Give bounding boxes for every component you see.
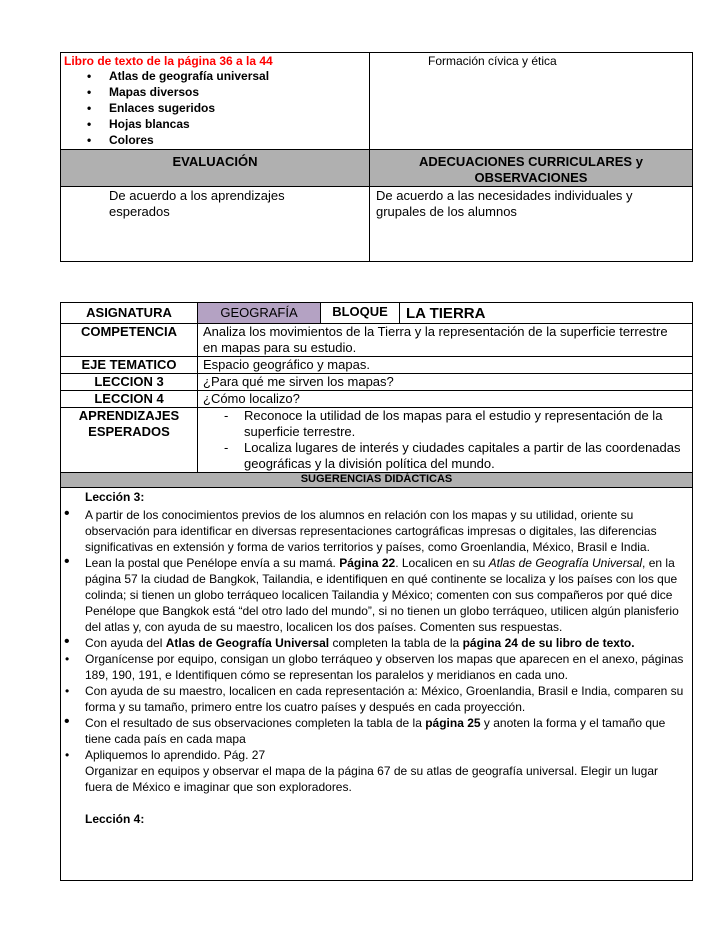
item-emphasis: página 25 xyxy=(425,716,481,730)
list-item: - Reconoce la utilidad de los mapas para el estudio y representación de la superficie terrestre. xyxy=(224,408,682,440)
item-continuation: Organizar en equipos y observar el mapa de la página 67 de su atlas de geografía universal. Elegir un lugar fuera de México e imaginar que son exploradores. xyxy=(85,764,659,794)
bloque-label: BLOQUE xyxy=(321,303,400,323)
item-text: y anoten la forma y el tamaño que tiene cada país en cada mapa xyxy=(85,716,666,746)
list-item xyxy=(61,635,684,651)
list-item: - Localiza lugares de interés y ciudades capitales a partir de las coordenadas geográficas y la división política del mundo. xyxy=(224,440,682,472)
leccion3-value: ¿Para qué me sirven los mapas? xyxy=(198,374,693,391)
leccion3-label: LECCION 3 xyxy=(61,374,198,391)
list-item xyxy=(61,715,684,747)
list-item: • Colores xyxy=(87,132,369,148)
list-item xyxy=(61,555,684,635)
list-item xyxy=(61,683,684,715)
competencia-value: Analiza los movimientos de la Tierra y la representación de la superficie terrestre en mapas para su estudio. xyxy=(198,324,693,357)
materials-evaluation-table xyxy=(60,52,693,262)
item-emphasis: página 24 de su libro de texto. xyxy=(462,636,635,650)
list-item: • Enlaces sugeridos xyxy=(87,100,369,116)
materials-title: Libro de texto de la página 36 a la 44 xyxy=(64,54,273,68)
item-italic: Atlas de Geografía Universal xyxy=(488,556,643,570)
aprendizajes-label-line1: APRENDIZAJES xyxy=(78,408,180,423)
materials-list xyxy=(61,68,369,149)
item-text: completen la tabla de la xyxy=(329,636,463,650)
list-item xyxy=(61,507,684,555)
evaluation-cell xyxy=(61,187,370,262)
list-item: • Atlas de geografía universal xyxy=(87,68,369,84)
asignatura-label: ASIGNATURA xyxy=(61,303,198,324)
competencia-label: COMPETENCIA xyxy=(61,324,198,357)
leccion3-title: Lección 3: xyxy=(85,490,145,504)
asignatura-row xyxy=(198,303,693,324)
item-text: , en la página 57 la ciudad de Bangkok, Tailandia, e identifiquen en qué continente se localiza y los países con los que colinda; si tienen un globo terráqueo localicen Tailandia y México; comenten con sus compañeros por qué dice Penélope que Bangkok está “del otro lado del mundo”, si no tienen un globo terráqueo, utilicen algún planisferio del atlas y, con ayuda de su maestro, localicen los dos países. Comenten sus respuestas. xyxy=(85,556,679,634)
item-text: . Localicen en su xyxy=(395,556,489,570)
asignatura-inner xyxy=(198,303,692,323)
asignatura-value: GEOGRAFÍA xyxy=(198,303,321,323)
adecuaciones-header xyxy=(370,150,693,187)
evaluation-header xyxy=(61,150,370,187)
evaluation-header-label: EVALUACIÓN xyxy=(172,154,258,169)
item-text: Con ayuda del xyxy=(85,636,166,650)
materials-cell xyxy=(61,53,370,150)
leccion4-title: Lección 4: xyxy=(85,812,145,826)
item-text: Lean la postal que Penélope envía a su mamá. xyxy=(85,556,340,570)
aprendizajes-label-line2: ESPERADOS xyxy=(88,424,170,439)
evaluation-text: De acuerdo a los aprendizajes esperados xyxy=(109,188,285,219)
list-item: • Mapas diversos xyxy=(87,84,369,100)
sugerencias-cell xyxy=(61,488,693,881)
item-text: Organícense por equipo, consigan un globo terráqueo y observen los mapas que aparecen en el anexo, páginas 189, 190, 191, e Identifiquen cómo se representan los paralelos y meridianos en cada uno. xyxy=(85,652,684,682)
aprendizajes-list xyxy=(198,408,682,472)
item-text: Apliquemos lo aprendido. Pág. 27 xyxy=(85,748,266,762)
eje-label: EJE TEMATICO xyxy=(61,357,198,374)
leccion4-value: ¿Cómo localizo? xyxy=(198,391,693,408)
adecuaciones-header-line1: ADECUACIONES CURRICULARES y xyxy=(419,154,643,169)
adecuaciones-cell xyxy=(370,187,693,262)
subject-text: Formación cívica y ética xyxy=(428,54,557,68)
item-text: Con el resultado de sus observaciones completen la tabla de la xyxy=(85,716,426,730)
list-item xyxy=(61,747,684,763)
subject-cell xyxy=(370,53,693,150)
aprendizajes-label xyxy=(61,408,198,473)
list-item: • Hojas blancas xyxy=(87,116,369,132)
lesson-plan-table xyxy=(60,302,693,881)
leccion4-label: LECCION 4 xyxy=(61,391,198,408)
adecuaciones-text: De acuerdo a las necesidades individuales y grupales de los alumnos xyxy=(376,188,633,219)
list-item xyxy=(61,651,684,683)
item-text: Con ayuda de su maestro, localicen en cada representación a: México, Groenlandia, Brasil e India, comparen su forma y su tamaño, primero entre los cuatro países y después en cada proyección. xyxy=(85,684,684,714)
item-emphasis: Atlas de Geografía Universal xyxy=(165,636,330,650)
item-emphasis: Página 22 xyxy=(339,556,396,570)
aprendizajes-cell xyxy=(198,408,693,473)
item-text: A partir de los conocimientos previos de los alumnos en relación con los mapas y su utilidad, oriente su observación para identificar en diversas representaciones cartográficas impresas o digitales, las diferencias significativas en extensión y forma de varios territorios y países, como Groenlandia, México, Brasil e India. xyxy=(85,508,657,554)
adecuaciones-header-line2: OBSERVACIONES xyxy=(474,170,588,185)
eje-value: Espacio geográfico y mapas. xyxy=(198,357,693,374)
bloque-value: LA TIERRA xyxy=(406,305,486,322)
sugerencias-header: SUGERENCIAS DIDÁCTICAS xyxy=(61,473,693,488)
